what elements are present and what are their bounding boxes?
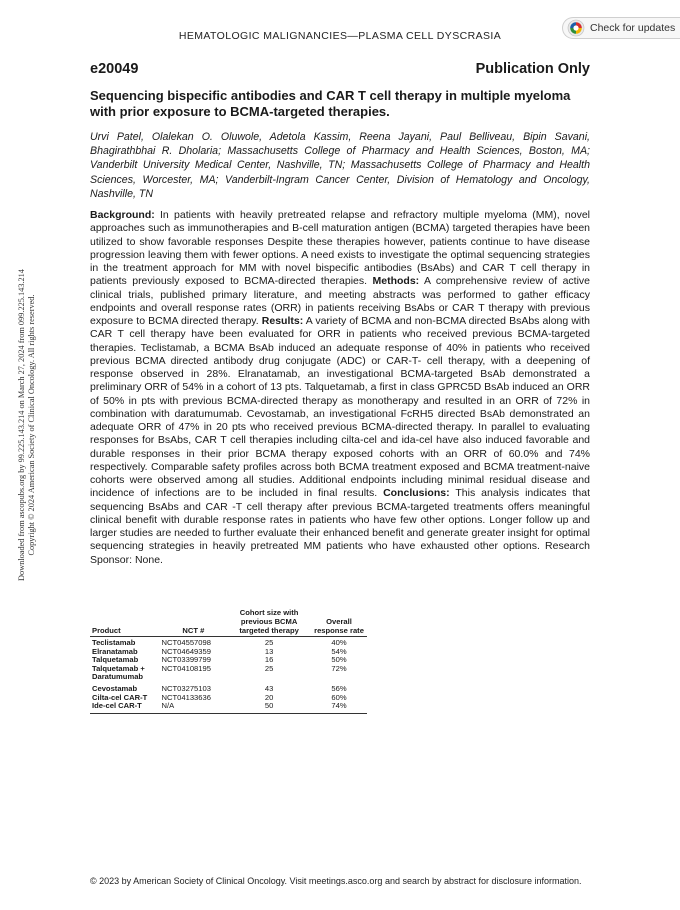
cell-nct: NCT03275103 (161, 683, 211, 693)
cell-product: Teclistamab (92, 638, 136, 647)
cell-orr: 54% (331, 646, 347, 656)
copyright-footer: © 2023 by American Society of Clinical Oncology. Visit meetings.asco.org and search by abstract for disclosure information. (90, 876, 582, 886)
cell-product: Cevostamab (92, 683, 138, 693)
download-notice-line2: Copyright © 2024 American Society of Clinical Oncology. All rights reserved. (27, 294, 36, 556)
section-header: HEMATOLOGIC MALIGNANCIES—PLASMA CELL DYSCRASIA (178, 30, 502, 42)
cell-product: Talquetamab + Daratumumab (92, 663, 145, 682)
cell-cohort: 13 (264, 646, 274, 656)
cell-nct: NCT03399799 (161, 655, 211, 665)
download-notice (17, 269, 41, 581)
cell-nct: NCT04108195 (161, 663, 211, 673)
authors-affiliations: Urvi Patel, Olalekan O. Oluwole, Adetola Kassim, Reena Jayani, Paul Belliveau, Bipin Savani, Bhagirathbhai R. Dholaria; Massachusetts College of Pharmacy and Health Sciences, Boston, MA; Vanderbilt University Medical Center, Nashville, TN; Massachusetts College of Pharmacy and Health Sciences, Worcester, MA; Vanderbilt-Ingram Cancer Center, Division of Hematology and Oncology, Nashville, TN (90, 131, 590, 200)
cell-cohort: 16 (264, 655, 274, 665)
cell-nct: N/A (160, 702, 228, 713)
cell-orr: 56% (331, 683, 347, 693)
cell-orr: 72% (331, 663, 347, 673)
check-updates-icon (567, 19, 585, 37)
cell-orr: 50% (331, 655, 347, 665)
abstract-body (90, 209, 590, 567)
table-row (90, 702, 367, 713)
sponsor-label: Research Sponsor: (90, 540, 590, 566)
cell-cohort: 43 (264, 683, 274, 693)
publication-type: Publication Only (475, 61, 590, 77)
table-row (90, 637, 367, 648)
table-row (90, 665, 367, 682)
cell-product: Cilta-cel CAR-T (92, 692, 148, 702)
header-nct: NCT # (160, 607, 228, 637)
cell-cohort: 25 (264, 663, 274, 673)
sponsor-text: None. (134, 553, 163, 566)
background-label: Background: (90, 209, 155, 221)
cell-orr: 74% (311, 702, 367, 713)
cell-cohort: 50 (227, 702, 311, 713)
methods-label: Methods: (372, 275, 420, 288)
check-for-updates-button[interactable] (562, 17, 680, 39)
methods-text: A comprehensive review of active clinical trials, published primary literature, and meeting abstracts was performed to gather efficacy endpoints and overall response rates (ORR) in patients receiving BsAbs or CAR T therapy with previous exposure to BCMA directed therapy. (90, 275, 590, 327)
cell-nct: NCT04649359 (161, 646, 211, 656)
cell-product: Talquetamab (92, 655, 139, 665)
cell-orr: 60% (331, 692, 347, 702)
cell-cohort: 25 (264, 638, 274, 647)
results-text: A variety of BCMA and non-BCMA directed BsAbs along with CAR T cell therapy have been evaluated for ORR in patients who received previous BCMA-targeted therapies. Teclistamab, a BCMA BsAb induced an adequate response of 40% in patients who received previous BCMA directed antibody drug conjugate (ADC) or CAR-T- cell therapy, with a deepening of response observed in 28%. Elranatamab, an investigational BCMA-targeted BsAb demonstrated a preliminary ORR of 54% in a cohort of 13 pts. Talquetamab, a first in class GPRC5D BsAb induced an ORR of 50% in pts with previous BCMA-directed therapy as monotherapy and resulted in an ORR of 72% in combination with daratumumab. Cevostamab, an investigational FcRH5 directed BsAb demonstrated an adequate ORR of 47% in 20 pts who received previous BCMA-directed therapy. In parallel to evaluating responses for BsAbs, CAR T cell therapies including cilta-cel and ida-cel have also induced favorable and durable responses in their prior BCMA therapy exposed cohorts with an ORR of 60.0% and 74% respectively. Comparable safety profiles across both BCMA treatment exposed and BCMA treatment-naive cohorts were observed among all studies. Additional endpoints including minimal residual disease and incidence of infections are to be included in final results. (90, 315, 590, 500)
header-overall-response-rate: Overall response rate (311, 607, 367, 637)
abstract-number: e20049 (90, 61, 139, 77)
results-label: Results: (261, 315, 304, 327)
table-header-row (90, 607, 367, 637)
results-table (90, 607, 367, 714)
background-text: In patients with heavily pretreated relapse and refractory multiple myeloma (MM), novel approaches such as immunotherapies and B-cell maturation antigen (BCMA) targeted therapies have been utilized to show favorable responses Despite these therapies however, patients continue to have disease progression leaving them with fewer options. A need exists to investigate the optimal sequencing strategies in the treatment approach for MM with novel bispecific antibodies (BsAbs) and CAR T cell therapy in patients previously exposed to BCMA-directed therapies. (90, 209, 590, 288)
download-notice-line1: Downloaded from ascopubs.org by 99.225.143.214 on March 27, 2024 from 099.225.143.214 (17, 269, 26, 581)
cell-nct: NCT04133636 (161, 692, 211, 702)
cell-product: Elranatamab (92, 646, 138, 656)
cell-cohort: 20 (264, 692, 274, 702)
cell-nct: NCT04557098 (161, 638, 211, 647)
header-cohort-size: Cohort size with previous BCMA targeted therapy (227, 607, 311, 637)
cell-product: Ide-cel CAR-T (90, 702, 160, 713)
header-product: Product (90, 607, 160, 637)
check-updates-label: Check for updates (590, 22, 676, 34)
conclusions-label: Conclusions: (383, 487, 450, 500)
abstract-title: Sequencing bispecific antibodies and CAR T cell therapy in multiple myeloma with prior exposure to BCMA-targeted therapies. (90, 88, 571, 119)
conclusions-text: This analysis indicates that sequencing BsAbs and CAR -T cell therapy after previous BCMA-targeted treatments offers meaningful clinical benefit with durable response rates in patients who have few other options. Longer follow up and larger studies are needed to further evaluate their enhanced benefit and generate greater insight for optimal sequencing strategies in heavily pretreated MM patients who have exhausted other options. (90, 487, 590, 553)
cell-orr: 40% (331, 638, 347, 647)
